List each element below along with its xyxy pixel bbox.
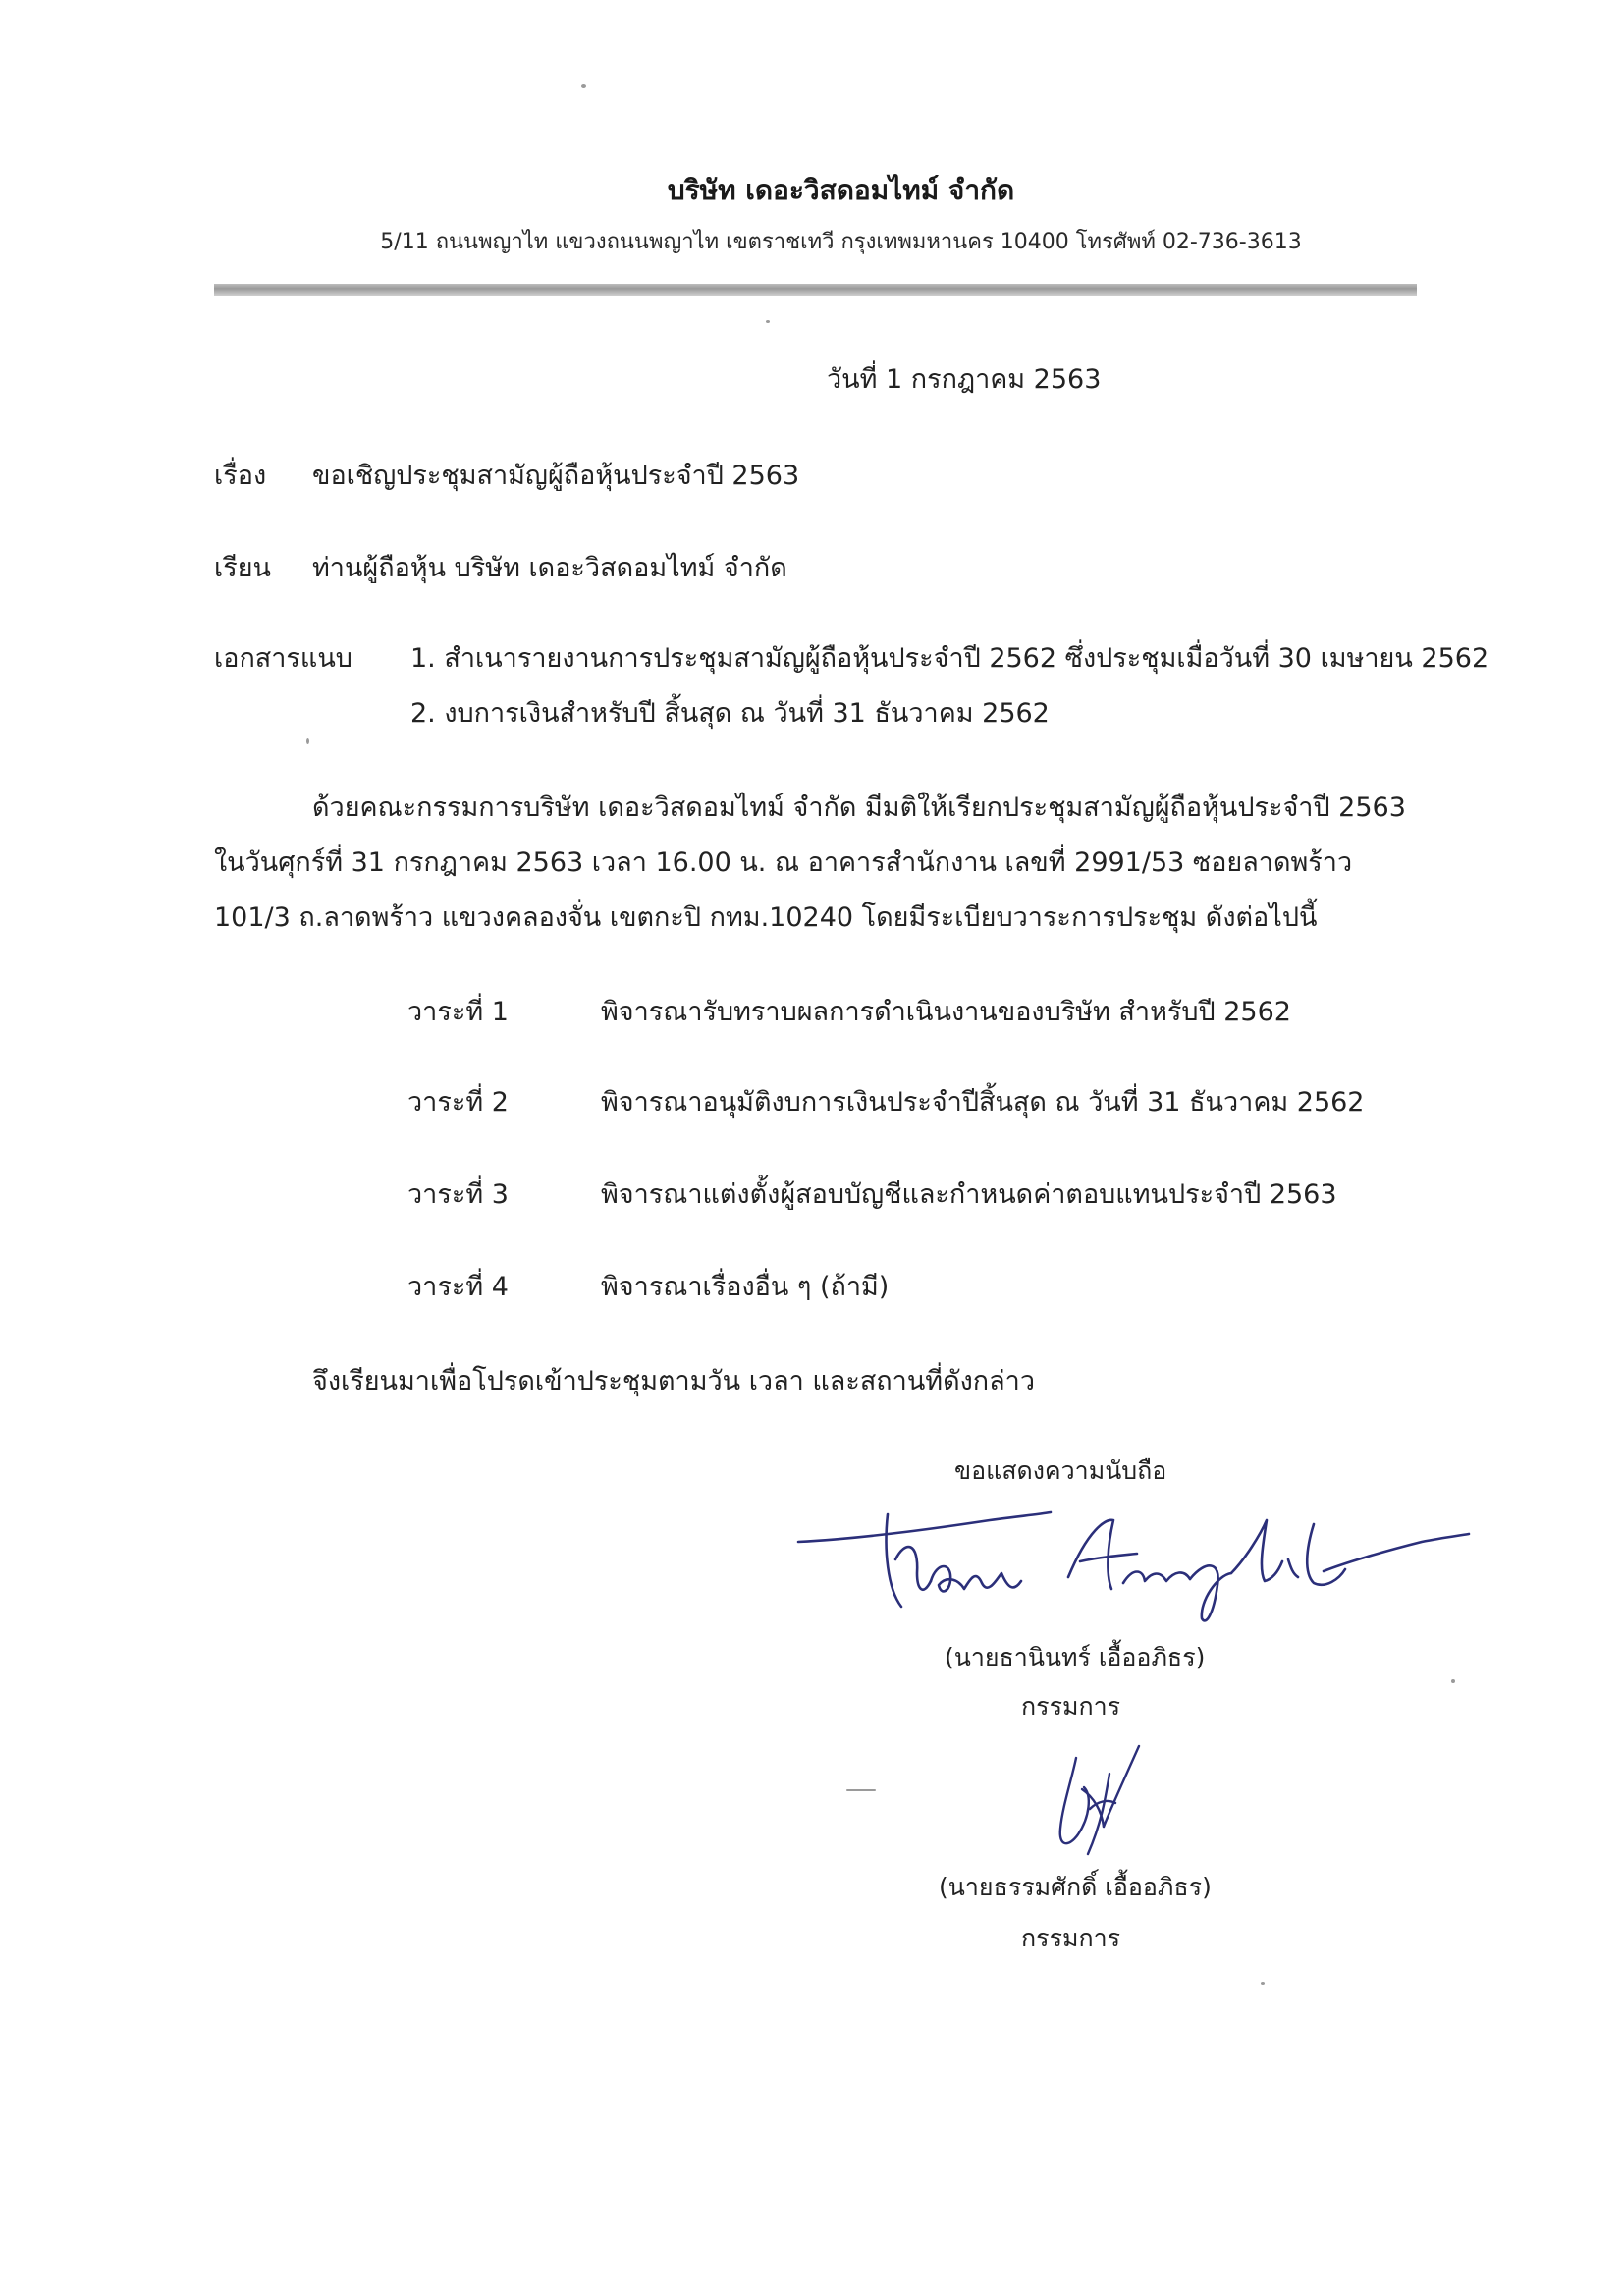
letter-date: วันที่ 1 กรกฎาคม 2563: [827, 364, 1102, 395]
company-address: 5/11 ถนนพญาไท แขวงถนนพญาไท เขตราชเทวี กรุงเทพมหานคร 10400 โทรศัพท์ 02-736-3613: [380, 230, 1302, 254]
body-paragraph-line: ในวันศุกร์ที่ 31 กรกฎาคม 2563 เวลา 16.00 น. ณ อาคารสำนักงาน เลขที่ 2991/53 ซอยลาดพร้าว: [214, 847, 1353, 878]
signatory-title: กรรมการ: [1021, 1692, 1121, 1721]
scan-speck: [581, 84, 586, 88]
regards-text: ขอแสดงความนับถือ: [954, 1456, 1167, 1485]
closing-sentence: จึงเรียนมาเพื่อโปรดเข้าประชุมตามวัน เวลา และสถานที่ดังกล่าว: [312, 1366, 1036, 1396]
agenda-item-label: วาระที่ 1: [407, 997, 509, 1027]
scan-speck: [1451, 1679, 1455, 1683]
signatory-name: (นายธรรมศักดิ์ เอื้ออภิธร): [939, 1873, 1212, 1901]
attachment-item: 1. สำเนารายงานการประชุมสามัญผู้ถือหุ้นประจำปี 2562 ซึ่งประชุมเมื่อวันที่ 30 เมษายน 2562: [410, 643, 1489, 674]
agenda-item-text: พิจารณาอนุมัติงบการเงินประจำปีสิ้นสุด ณ วันที่ 31 ธันวาคม 2562: [601, 1087, 1365, 1118]
signatory-name: (นายธานินทร์ เอื้ออภิธร): [945, 1643, 1206, 1671]
agenda-item-label: วาระที่ 3: [407, 1179, 509, 1210]
recipient-label: เรียน: [214, 553, 272, 583]
body-paragraph-line: 101/3 ถ.ลาดพร้าว แขวงคลองจั่น เขตกะปิ กทม.10240 โดยมีระเบียบวาระการประชุม ดังต่อไปนี้: [214, 902, 1318, 933]
agenda-item-text: พิจารณาแต่งตั้งผู้สอบบัญชีและกำหนดค่าตอบแทนประจำปี 2563: [601, 1179, 1337, 1210]
agenda-item-text: พิจารณาเรื่องอื่น ๆ (ถ้ามี): [601, 1272, 890, 1302]
subject-label: เรื่อง: [214, 461, 267, 491]
company-name: บริษัท เดอะวิสดอมไทม์ จำกัด: [667, 174, 1015, 206]
signature-1: [793, 1491, 1471, 1628]
header-divider: [214, 284, 1417, 296]
agenda-item-text: พิจารณารับทราบผลการดำเนินงานของบริษัท สำหรับปี 2562: [601, 997, 1291, 1027]
scan-speck: [766, 320, 770, 323]
attachments-label: เอกสารแนบ: [214, 643, 352, 674]
agenda-item-label: วาระที่ 2: [407, 1087, 509, 1118]
subject-text: ขอเชิญประชุมสามัญผู้ถือหุ้นประจำปี 2563: [312, 461, 800, 491]
signature-2: [1033, 1738, 1161, 1866]
body-paragraph-line: ด้วยคณะกรรมการบริษัท เดอะวิสดอมไทม์ จำกัด มีมติให้เรียกประชุมสามัญผู้ถือหุ้นประจำปี 2563: [312, 793, 1406, 823]
attachment-item: 2. งบการเงินสำหรับปี สิ้นสุด ณ วันที่ 31 ธันวาคม 2562: [410, 698, 1050, 729]
signatory-title: กรรมการ: [1021, 1924, 1121, 1952]
scan-speck: [846, 1789, 876, 1791]
scan-speck: [306, 738, 309, 744]
recipient-text: ท่านผู้ถือหุ้น บริษัท เดอะวิสดอมไทม์ จำกัด: [312, 553, 787, 583]
agenda-item-label: วาระที่ 4: [407, 1272, 509, 1302]
scan-speck: [1261, 1982, 1265, 1985]
